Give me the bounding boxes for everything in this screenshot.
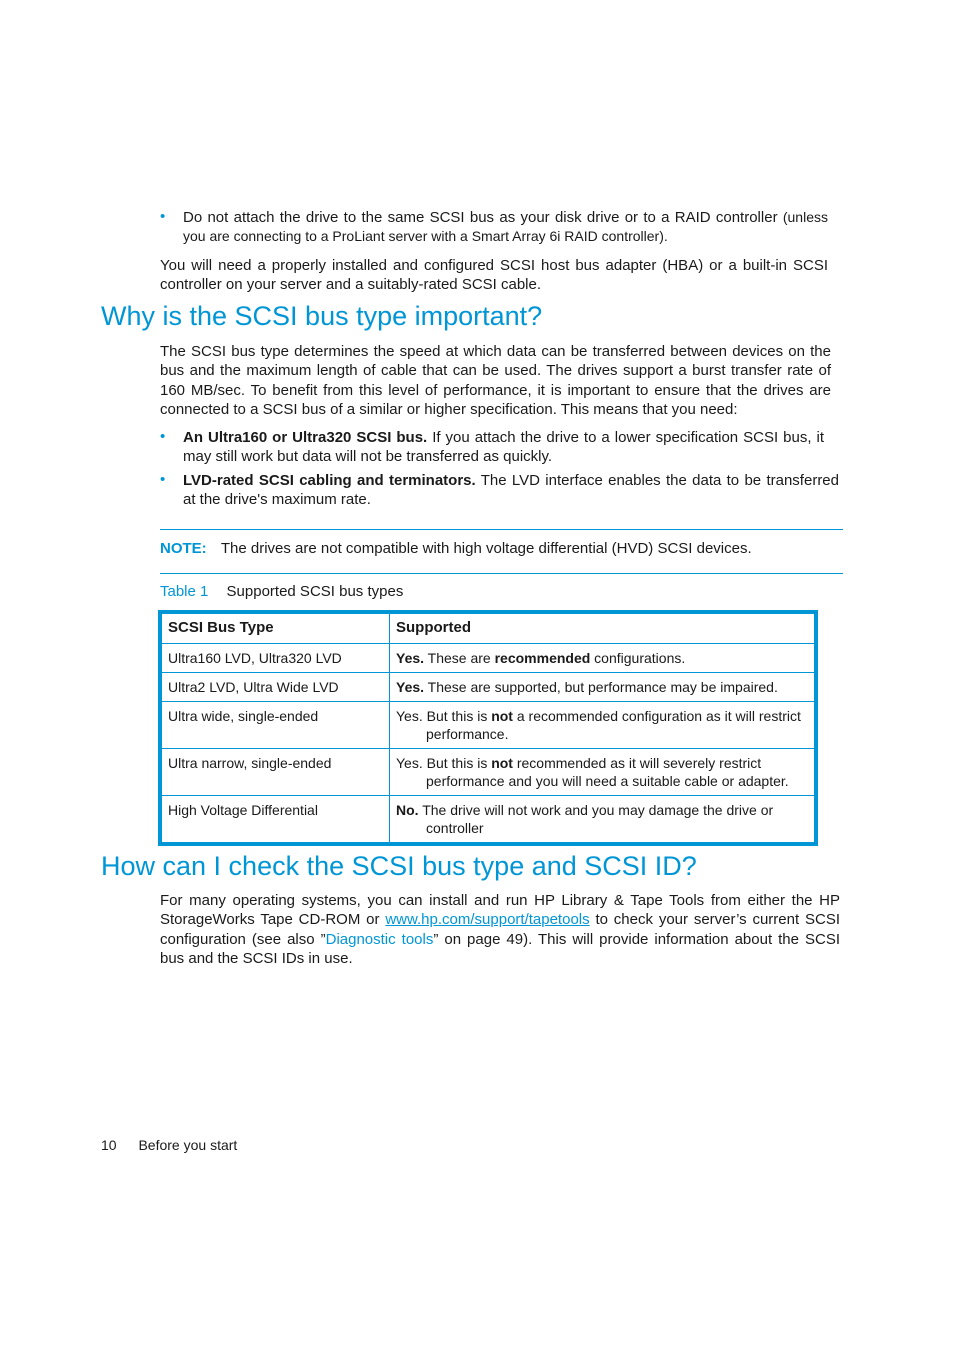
header-supported: Supported: [390, 614, 815, 644]
intro-paragraph: You will need a properly installed and configured SCSI host bus adapter (HBA) or a built-in SCSI controller on your server and a suitably-rated SCSI cable.: [160, 257, 828, 294]
section2-heading: How can I check the SCSI bus type and SCSI ID?: [101, 851, 697, 881]
table-caption-text: Supported SCSI bus types: [226, 583, 404, 600]
cell-lead: Yes.: [396, 755, 423, 771]
cell-bus-type: Ultra narrow, single-ended: [162, 749, 390, 796]
cell-bus-type: Ultra2 LVD, Ultra Wide LVD: [162, 673, 390, 702]
note: [160, 539, 843, 558]
cell-post: recommended as it will severely restrict performance and you will need a suitable cable or adapter.: [426, 755, 789, 789]
section1-bullet-2: [183, 471, 839, 510]
cell-supported: [390, 796, 815, 843]
note-label: NOTE:: [160, 540, 207, 557]
bullet-1-bold: An Ultra160 or Ultra320 SCSI bus.: [183, 429, 428, 446]
cell-pre: But this is: [422, 708, 492, 724]
table-caption: [160, 582, 403, 601]
cell-supported: [390, 749, 815, 796]
bullet-2-bold: LVD-rated SCSI cabling and terminators.: [183, 472, 476, 489]
cell-strong: recommended: [494, 650, 591, 666]
table-row: [162, 644, 815, 673]
table-caption-label: Table 1: [160, 583, 209, 600]
section1-bullet-1: [183, 428, 824, 467]
cell-bus-type: High Voltage Differential: [162, 796, 390, 843]
cell-pre: But this is: [422, 755, 492, 771]
cell-supported: [390, 702, 815, 749]
cell-strong: not: [491, 755, 513, 771]
cell-lead: Yes.: [396, 708, 423, 724]
cell-strong: not: [491, 708, 513, 724]
page-footer: [101, 1137, 237, 1153]
bullet-icon: •: [160, 471, 166, 488]
cell-post: a recommended configuration as it will restrict performance.: [426, 708, 801, 742]
cell-post: configurations.: [590, 650, 686, 666]
note-top-rule: [160, 529, 843, 530]
cell-supported: [390, 644, 815, 673]
cell-pre: These are supported, but performance may be impaired.: [424, 679, 778, 695]
top-bullet-rest: (unless you are connecting to a ProLiant server with a Smart Array 6i RAID controller).: [183, 209, 828, 245]
section2-text-1: For many operating systems, you can install and run HP Library & Tape Tools from either the HP StorageWorks Tape CD-ROM or: [160, 892, 840, 929]
note-bottom-rule: [160, 573, 843, 574]
section2-text-3: ” on page 49). This will provide information about the SCSI bus and the SCSI IDs in use.: [160, 930, 841, 968]
bullet-1-text: If you attach the drive to a lower specification SCSI bus, it may still work but data will not be transferred as quickly.: [183, 429, 824, 466]
tapetools-link[interactable]: www.hp.com/support/tapetools: [385, 911, 590, 929]
cell-bus-type: Ultra wide, single-ended: [162, 702, 390, 749]
cell-lead: No.: [396, 802, 419, 818]
cell-pre: These are: [424, 650, 495, 666]
cell-supported: [390, 673, 815, 702]
bullet-icon: •: [160, 208, 166, 225]
section2-paragraph: [160, 891, 840, 969]
scsi-bus-table: [158, 610, 818, 846]
table-row: [162, 796, 815, 843]
section1-heading: Why is the SCSI bus type important?: [101, 301, 543, 331]
cell-lead: Yes.: [396, 650, 425, 666]
top-bullet: [183, 208, 828, 247]
cell-pre: The drive will not work and you may damage the drive or controller: [418, 802, 774, 836]
page-number: 10: [101, 1137, 117, 1153]
top-bullet-lead: Do not attach the drive to the same SCSI bus as your disk drive or to a RAID controller: [183, 209, 778, 226]
table-row: [162, 673, 815, 702]
table-row: [162, 702, 815, 749]
section1-paragraph: The SCSI bus type determines the speed at which data can be transferred between devices on the bus and the maximum length of cable that can be used. The drives support a burst transfer rate of 160 MB/sec. To benefit from this level of performance, it is important to ensure that the drives are connected to a SCSI bus of a similar or higher specification. This means that you need:: [160, 343, 831, 419]
table-row: [162, 749, 815, 796]
bullet-2-text: The LVD interface enables the data to be transferred at the drive's maximum rate.: [183, 472, 839, 509]
table-header-row: [162, 614, 815, 644]
cell-bus-type: Ultra160 LVD, Ultra320 LVD: [162, 644, 390, 673]
footer-section: Before you start: [138, 1137, 238, 1153]
diagnostic-tools-xref[interactable]: Diagnostic tools: [325, 930, 434, 948]
header-bus-type: SCSI Bus Type: [162, 614, 390, 644]
note-text: The drives are not compatible with high voltage differential (HVD) SCSI devices.: [220, 540, 752, 557]
bullet-icon: •: [160, 428, 166, 445]
cell-lead: Yes.: [396, 679, 425, 695]
section2-text-2: to check your server’s current SCSI configuration (see also ”: [160, 911, 840, 948]
